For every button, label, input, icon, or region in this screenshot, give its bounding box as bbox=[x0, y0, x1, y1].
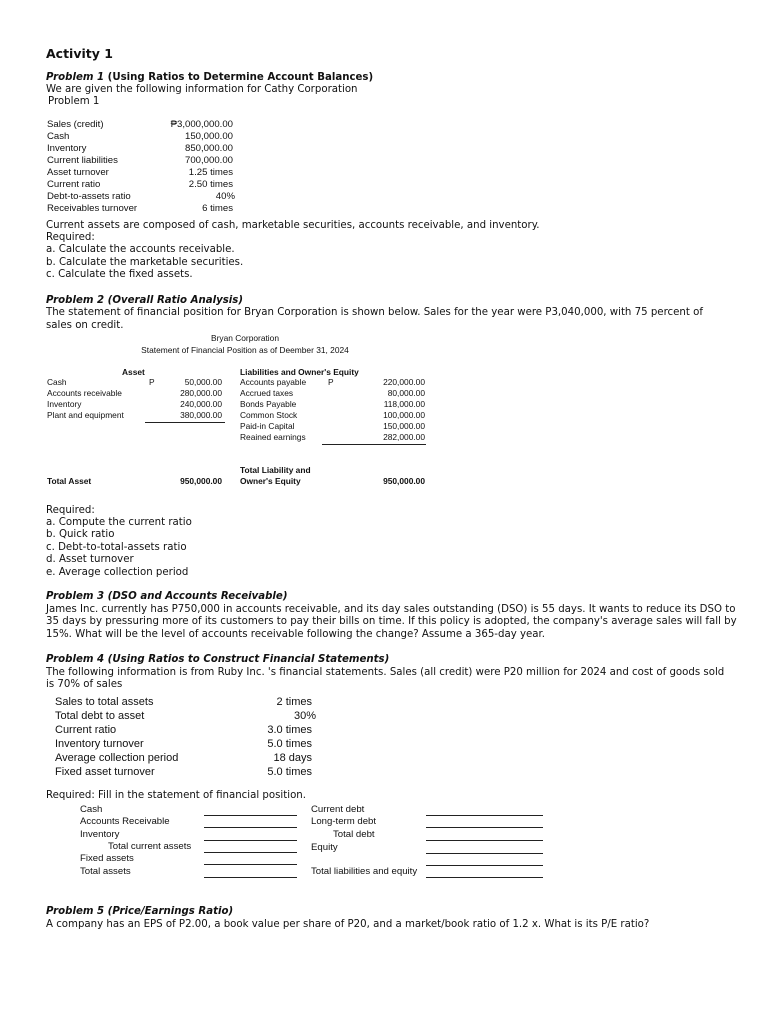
liability-value: 80,000.00 bbox=[387, 388, 425, 398]
fill-in-label: Total assets bbox=[80, 866, 131, 877]
liability-label: Common Stock bbox=[240, 410, 298, 420]
p1-item-value: 1.25 times bbox=[188, 167, 233, 178]
ratio-value: 5.0 times bbox=[267, 738, 312, 750]
liability-label: Accounts payable bbox=[240, 377, 307, 387]
problem-1-question: b. Calculate the marketable securities. bbox=[46, 257, 244, 268]
fill-in-label: Current debt bbox=[311, 804, 365, 815]
asset-label: Accounts receivable bbox=[47, 388, 122, 398]
asset-column-header: Asset bbox=[122, 367, 145, 377]
ratio-value: 30% bbox=[293, 710, 316, 722]
liability-label: Bonds Payable bbox=[240, 399, 297, 409]
problem-2-intro-line: sales on credit. bbox=[46, 320, 124, 331]
ratio-label: Current ratio bbox=[55, 724, 117, 736]
asset-underline bbox=[145, 422, 225, 423]
problem-1-question: c. Calculate the fixed assets. bbox=[46, 269, 193, 280]
p1-item-label: Receivables turnover bbox=[47, 203, 138, 214]
p1-item-value: 150,000.00 bbox=[184, 131, 233, 142]
problem-2-question: a. Compute the current ratio bbox=[46, 517, 192, 528]
problem-4-heading: Problem 4 (Using Ratios to Construct Financial Statements) bbox=[46, 654, 390, 665]
liability-value: 220,000.00 bbox=[383, 377, 425, 387]
problem-3-text-line: James Inc. currently has P750,000 in accounts receivable, and its day sales outstanding (DSO) is 55 days. It wants to reduce its DSO to bbox=[46, 604, 736, 615]
activity-title: Activity 1 bbox=[46, 46, 113, 61]
problem-4-intro-line: is 70% of sales bbox=[46, 679, 123, 690]
total-liability-label: Owner's Equity bbox=[240, 476, 301, 486]
bryan-company-name: Bryan Corporation bbox=[211, 333, 279, 343]
problem-5-text: A company has an EPS of P2.00, a book value per share of P20, and a market/book ratio of 1.2 x. What is its P/E ratio? bbox=[46, 919, 650, 930]
ratio-value: 3.0 times bbox=[267, 724, 312, 736]
ratio-value: 2 times bbox=[276, 696, 312, 708]
problem-3-text-line: 35 days by pressuring more of its customers to pay their bills on time. If this policy is adopted, the company's average sales will fall by bbox=[46, 616, 737, 627]
asset-label: Plant and equipment bbox=[47, 410, 124, 420]
p1-item-label: Inventory bbox=[47, 143, 87, 154]
ratio-label: Total debt to asset bbox=[55, 710, 145, 722]
problem-2-required: Required: bbox=[46, 505, 95, 516]
p1-item-label: Debt-to-assets ratio bbox=[47, 191, 131, 202]
peso-sign: P bbox=[149, 377, 155, 387]
problem-1-required: Required: bbox=[46, 232, 95, 243]
fill-in-blank[interactable] bbox=[204, 827, 297, 828]
problem-2-question: d. Asset turnover bbox=[46, 554, 134, 565]
fill-in-blank[interactable] bbox=[426, 840, 543, 841]
asset-value: 280,000.00 bbox=[180, 388, 222, 398]
liability-value: 150,000.00 bbox=[383, 421, 425, 431]
fill-in-label: Accounts Receivable bbox=[80, 816, 170, 827]
problem-2-heading: Problem 2 (Overall Ratio Analysis) bbox=[46, 295, 244, 306]
problem-5-heading: Problem 5 (Price/Earnings Ratio) bbox=[46, 906, 234, 917]
p1-item-label: Current liabilities bbox=[47, 155, 118, 166]
liability-label: Accrued taxes bbox=[240, 388, 294, 398]
peso-sign: P bbox=[328, 377, 334, 387]
fill-in-label: Long-term debt bbox=[311, 816, 377, 827]
asset-label: Cash bbox=[47, 377, 67, 387]
p1-item-value: 700,000.00 bbox=[184, 155, 233, 166]
asset-label: Inventory bbox=[47, 399, 82, 409]
fill-in-label: Fixed assets bbox=[80, 853, 134, 864]
fill-in-label: Total debt bbox=[333, 829, 375, 840]
p1-item-value: 6 times bbox=[202, 203, 233, 214]
problem-2-intro-line: The statement of financial position for Bryan Corporation is shown below. Sales for the year were P3,040,000, with 75 percent of bbox=[46, 307, 703, 318]
fill-in-label: Total liabilities and equity bbox=[311, 866, 418, 877]
fill-in-blank[interactable] bbox=[426, 877, 543, 878]
problem-1-note: Current assets are composed of cash, marketable securities, accounts receivable, and inventory. bbox=[46, 220, 540, 231]
liability-value: 282,000.00 bbox=[383, 432, 425, 442]
asset-value: 380,000.00 bbox=[180, 410, 222, 420]
total-asset-value: 950,000.00 bbox=[180, 476, 222, 486]
ratio-label: Inventory turnover bbox=[55, 738, 144, 750]
liability-value: 100,000.00 bbox=[383, 410, 425, 420]
fill-in-blank[interactable] bbox=[204, 852, 297, 853]
p1-item-value: 40% bbox=[215, 191, 235, 202]
problem-2-question: b. Quick ratio bbox=[46, 529, 115, 540]
problem-2-question: c. Debt-to-total-assets ratio bbox=[46, 542, 187, 553]
total-liability-value: 950,000.00 bbox=[383, 476, 425, 486]
problem-3-heading: Problem 3 (DSO and Accounts Receivable) bbox=[46, 591, 288, 602]
asset-value: 50,000.00 bbox=[184, 377, 222, 387]
liability-label: Reained earnings bbox=[240, 432, 306, 442]
liability-underline bbox=[322, 444, 426, 445]
fill-in-blank[interactable] bbox=[204, 877, 297, 878]
p1-item-label: Sales (credit) bbox=[47, 119, 104, 130]
problem-1-question: a. Calculate the accounts receivable. bbox=[46, 244, 235, 255]
problem-3-text-line: 15%. What will be the level of accounts receivable following the change? Assume a 365-day year. bbox=[46, 629, 545, 640]
p1-item-value: ₱3,000,000.00 bbox=[170, 119, 233, 130]
fill-in-label: Total current assets bbox=[108, 841, 192, 852]
ratio-label: Sales to total assets bbox=[55, 696, 154, 708]
ratio-value: 18 days bbox=[273, 752, 312, 764]
problem-1-heading-label: Problem 1 bbox=[46, 72, 105, 83]
fill-in-blank[interactable] bbox=[426, 827, 543, 828]
fill-in-blank[interactable] bbox=[426, 865, 543, 866]
ratio-value: 5.0 times bbox=[267, 766, 312, 778]
problem-4-required: Required: Fill in the statement of financial position. bbox=[46, 790, 306, 801]
ratio-label: Fixed asset turnover bbox=[55, 766, 155, 778]
fill-in-label: Equity bbox=[311, 842, 338, 853]
fill-in-blank[interactable] bbox=[426, 853, 543, 854]
bryan-statement-title: Statement of Financial Position as of Deember 31, 2024 bbox=[141, 345, 349, 355]
p1-item-value: 850,000.00 bbox=[184, 143, 233, 154]
fill-in-blank[interactable] bbox=[426, 815, 543, 816]
p1-item-label: Cash bbox=[47, 131, 70, 142]
problem-1-heading-rest: (Using Ratios to Determine Account Balances) bbox=[104, 72, 374, 83]
p1-item-label: Current ratio bbox=[47, 179, 101, 190]
fill-in-label: Inventory bbox=[80, 829, 120, 840]
total-liability-label: Total Liability and bbox=[240, 465, 311, 475]
p1-item-value: 2.50 times bbox=[188, 179, 233, 190]
ratio-label: Average collection period bbox=[55, 752, 179, 764]
problem-2-question: e. Average collection period bbox=[46, 567, 189, 578]
fill-in-label: Cash bbox=[80, 804, 103, 815]
problem-4-intro-line: The following information is from Ruby Inc. 's financial statements. Sales (all credit) were P20 million for 2024 and cost of goods sold bbox=[46, 667, 725, 678]
problem-1-intro: We are given the following information for Cathy Corporation bbox=[46, 84, 358, 95]
fill-in-blank[interactable] bbox=[204, 864, 297, 865]
problem-1-subtitle: Problem 1 bbox=[48, 96, 100, 107]
fill-in-blank[interactable] bbox=[204, 840, 297, 841]
liabilities-column-header: Liabilities and Owner's Equity bbox=[240, 367, 359, 377]
fill-in-blank[interactable] bbox=[204, 815, 297, 816]
p1-item-label: Asset turnover bbox=[47, 167, 109, 178]
liability-label: Paid-in Capital bbox=[240, 421, 295, 431]
liability-value: 118,000.00 bbox=[383, 399, 425, 409]
asset-value: 240,000.00 bbox=[180, 399, 222, 409]
total-asset-label: Total Asset bbox=[47, 476, 92, 486]
